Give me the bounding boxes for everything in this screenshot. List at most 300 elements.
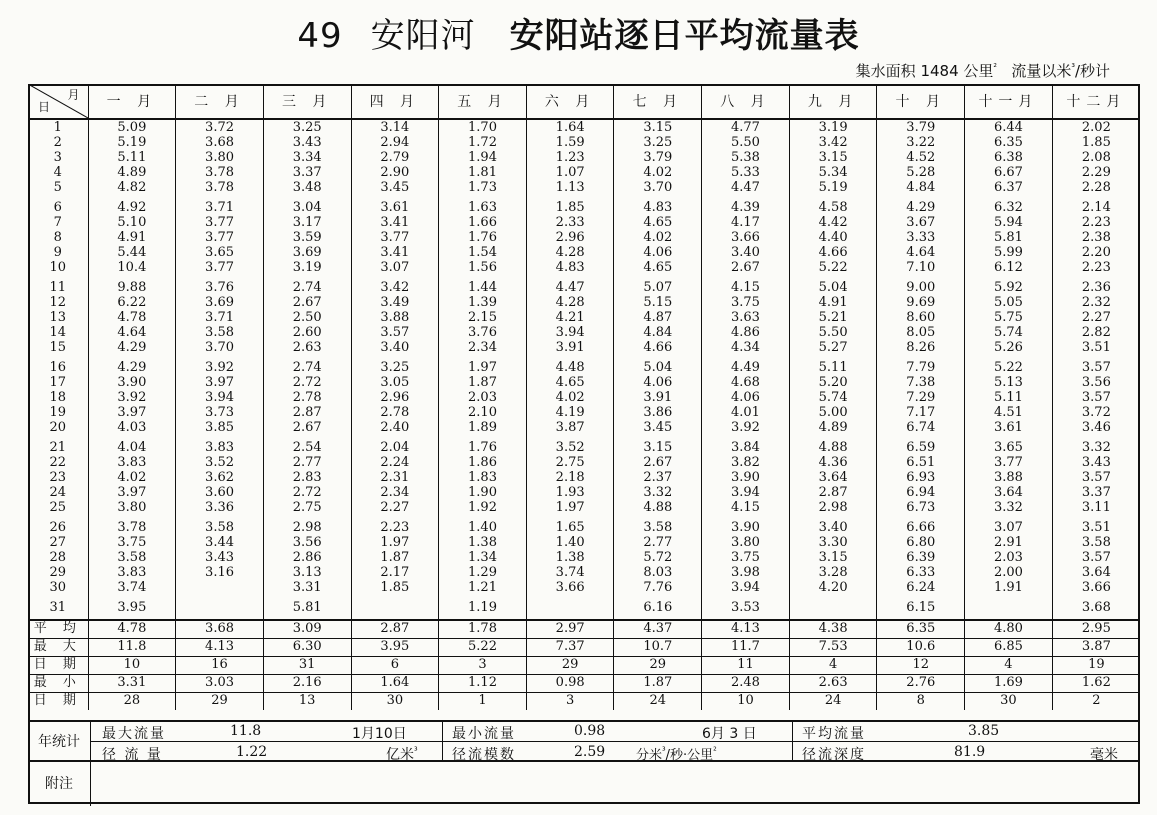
flow-value: 3.77 [176, 260, 264, 275]
table-row [28, 420, 1140, 435]
flow-value: 1.44 [439, 280, 527, 295]
stats-value: 29 [614, 657, 702, 675]
flow-value: 4.65 [614, 260, 702, 275]
notes-section [28, 760, 1140, 806]
day-number: 10 [49, 260, 67, 275]
stats-row [28, 620, 1140, 639]
table-row [28, 310, 1140, 325]
table-row [28, 440, 1140, 455]
flow-value: 3.98 [702, 565, 790, 580]
flow-value: 2.27 [351, 500, 439, 515]
flow-value: 2.29 [1052, 165, 1140, 180]
flow-value: 3.76 [176, 280, 264, 295]
runoff-label: 径 流 量 [102, 747, 163, 763]
day-number: 12 [49, 295, 67, 310]
stats-value: 24 [789, 693, 877, 711]
table-row [28, 565, 1140, 580]
stats-value: 2.16 [263, 675, 351, 693]
table-row [28, 535, 1140, 550]
flow-value: 1.97 [351, 535, 439, 550]
flow-value: 1.94 [439, 150, 527, 165]
day-number: 11 [49, 280, 67, 295]
flow-value: 3.52 [176, 455, 264, 470]
flow-value: 1.34 [439, 550, 527, 565]
flow-value: 1.76 [439, 230, 527, 245]
stats-value: 2.95 [1052, 620, 1140, 639]
flow-value: 3.16 [176, 565, 264, 580]
flow-value: 1.81 [439, 165, 527, 180]
stats-value: 7.37 [526, 639, 614, 657]
flow-value: 6.80 [877, 535, 965, 550]
flow-value: 3.11 [1052, 500, 1140, 515]
flow-value: 3.41 [351, 245, 439, 260]
flow-value: 1.13 [526, 180, 614, 195]
corner-month-label: 月 [67, 88, 80, 102]
flow-value: 3.97 [88, 405, 176, 420]
annual-row-2 [90, 742, 1140, 762]
flow-value [789, 600, 877, 615]
flow-value: 3.78 [176, 180, 264, 195]
flow-value: 6.74 [877, 420, 965, 435]
depth-unit: 毫米 [1090, 747, 1118, 763]
flow-value: 3.90 [702, 470, 790, 485]
month-header: 五 月 [439, 84, 527, 119]
flow-value: 1.07 [526, 165, 614, 180]
flow-value: 6.73 [877, 500, 965, 515]
flow-value: 3.43 [1052, 455, 1140, 470]
stats-row [28, 657, 1140, 675]
table-row [28, 500, 1140, 515]
flow-value: 5.94 [965, 215, 1053, 230]
flow-value: 1.93 [526, 485, 614, 500]
flow-value: 4.42 [789, 215, 877, 230]
flow-value: 5.13 [965, 375, 1053, 390]
flow-value: 3.51 [1052, 520, 1140, 535]
month-header: 三 月 [263, 84, 351, 119]
table-row [28, 455, 1140, 470]
flow-value: 3.37 [1052, 485, 1140, 500]
flow-value: 3.30 [789, 535, 877, 550]
flow-value: 4.29 [88, 360, 176, 375]
stats-value: 1.62 [1052, 675, 1140, 693]
flow-value: 3.92 [88, 390, 176, 405]
day-number: 19 [49, 405, 67, 420]
modulus-unit: 分米$^{^3}$/秒·公里$^{^2}$ [636, 746, 717, 763]
flow-value: 1.38 [439, 535, 527, 550]
stats-value: 7.53 [789, 639, 877, 657]
flow-value: 6.94 [877, 485, 965, 500]
month-header: 十二月 [1052, 84, 1140, 119]
flow-value: 3.67 [877, 215, 965, 230]
flow-value: 3.25 [614, 135, 702, 150]
notes-label: 附注 [28, 762, 91, 806]
flow-value: 4.02 [614, 230, 702, 245]
flow-value: 5.15 [614, 295, 702, 310]
flow-value: 3.57 [1052, 360, 1140, 375]
stats-value: 5.22 [439, 639, 527, 657]
stats-value: 4.38 [789, 620, 877, 639]
flow-value: 1.92 [439, 500, 527, 515]
flow-value: 9.88 [88, 280, 176, 295]
table-row [28, 215, 1140, 230]
flow-value: 2.38 [1052, 230, 1140, 245]
flow-value: 5.81 [965, 230, 1053, 245]
flow-value: 1.65 [526, 520, 614, 535]
flow-value: 7.76 [614, 580, 702, 595]
day-number: 14 [49, 325, 67, 340]
flow-value: 3.43 [263, 135, 351, 150]
table-row [28, 180, 1140, 195]
stats-value: 1.64 [351, 675, 439, 693]
day-number: 30 [49, 580, 67, 595]
flow-value: 2.98 [263, 520, 351, 535]
flow-value: 3.15 [789, 550, 877, 565]
flow-value: 4.92 [88, 200, 176, 215]
flow-value: 1.21 [439, 580, 527, 595]
flow-value: 4.68 [702, 375, 790, 390]
stats-value: 11 [702, 657, 790, 675]
flow-value: 3.42 [351, 280, 439, 295]
catchment-area: 集水面积 1484 公里$^{^2}$ [855, 62, 997, 80]
table-row [28, 405, 1140, 420]
day-number: 4 [53, 165, 62, 180]
flow-value: 5.22 [789, 260, 877, 275]
flow-unit: 流量以米$^{^3}$/秒计 [1011, 62, 1110, 80]
day-number: 17 [49, 375, 67, 390]
flow-value: 3.15 [614, 440, 702, 455]
flow-value: 5.26 [965, 340, 1053, 355]
depth-label: 径流深度 [802, 747, 866, 763]
flow-value: 5.50 [789, 325, 877, 340]
flow-value: 4.02 [88, 470, 176, 485]
flow-value: 3.61 [965, 420, 1053, 435]
day-number: 22 [49, 455, 67, 470]
stats-value: 2.48 [702, 675, 790, 693]
flow-value: 2.27 [1052, 310, 1140, 325]
flow-value: 2.32 [1052, 295, 1140, 310]
flow-value: 3.56 [1052, 375, 1140, 390]
flow-value: 3.94 [176, 390, 264, 405]
flow-value: 2.74 [263, 280, 351, 295]
table-row [28, 245, 1140, 260]
flow-value: 1.70 [439, 119, 527, 135]
flow-value: 3.25 [263, 119, 351, 135]
flow-value: 5.28 [877, 165, 965, 180]
flow-value: 3.65 [965, 440, 1053, 455]
flow-value: 3.87 [526, 420, 614, 435]
day-number: 27 [49, 535, 67, 550]
flow-value: 1.19 [439, 600, 527, 615]
stats-value: 4.37 [614, 620, 702, 639]
flow-value: 8.26 [877, 340, 965, 355]
stats-value: 1.69 [965, 675, 1053, 693]
flow-value: 3.64 [789, 470, 877, 485]
max-flow-label: 最大流量 [102, 726, 166, 742]
flow-value: 8.03 [614, 565, 702, 580]
flow-value: 3.94 [702, 580, 790, 595]
flow-value: 3.77 [176, 215, 264, 230]
flow-value: 3.53 [702, 600, 790, 615]
month-header: 九 月 [789, 84, 877, 119]
day-number: 3 [53, 150, 62, 165]
flow-value: 3.94 [702, 485, 790, 500]
flow-value: 2.28 [1052, 180, 1140, 195]
table-number: 49 [297, 16, 343, 56]
flow-value: 3.32 [965, 500, 1053, 515]
flow-value: 4.65 [526, 375, 614, 390]
flow-value: 4.78 [88, 310, 176, 325]
stats-value: 10 [88, 657, 176, 675]
flow-value: 3.74 [88, 580, 176, 595]
flow-value: 7.17 [877, 405, 965, 420]
flow-value: 5.74 [965, 325, 1053, 340]
flow-value: 7.10 [877, 260, 965, 275]
flow-value: 4.58 [789, 200, 877, 215]
stats-label: 日 期 [28, 693, 88, 711]
flow-value: 1.97 [439, 360, 527, 375]
stats-value: 19 [1052, 657, 1140, 675]
flow-value: 3.68 [1052, 600, 1140, 615]
page-title [0, 8, 1157, 57]
table-row [28, 325, 1140, 340]
flow-value: 3.57 [1052, 550, 1140, 565]
flow-value: 3.31 [263, 580, 351, 595]
flow-value: 1.23 [526, 150, 614, 165]
stats-row [28, 639, 1140, 657]
flow-value: 6.12 [965, 260, 1053, 275]
flow-value: 5.10 [88, 215, 176, 230]
flow-value: 4.28 [526, 245, 614, 260]
flow-value: 6.15 [877, 600, 965, 615]
annual-label: 年统计 [28, 722, 91, 762]
flow-value: 4.88 [614, 500, 702, 515]
flow-value: 5.27 [789, 340, 877, 355]
month-header: 八 月 [702, 84, 790, 119]
flow-value: 3.78 [176, 165, 264, 180]
flow-value: 3.14 [351, 119, 439, 135]
flow-value: 3.65 [176, 245, 264, 260]
flow-value: 3.68 [176, 135, 264, 150]
flow-value: 5.92 [965, 280, 1053, 295]
day-number: 25 [49, 500, 67, 515]
flow-value: 4.06 [702, 390, 790, 405]
flow-value: 3.57 [1052, 390, 1140, 405]
stats-label: 最 小 [28, 675, 88, 693]
flow-value: 2.82 [1052, 325, 1140, 340]
flow-value: 2.72 [263, 375, 351, 390]
flow-value: 3.77 [351, 230, 439, 245]
stats-value: 6.85 [965, 639, 1053, 657]
flow-value: 3.61 [351, 200, 439, 215]
flow-value: 3.19 [263, 260, 351, 275]
flow-value: 1.86 [439, 455, 527, 470]
stats-value: 2.87 [351, 620, 439, 639]
flow-value: 3.97 [88, 485, 176, 500]
flow-value: 3.28 [789, 565, 877, 580]
day-number: 1 [53, 120, 62, 135]
flow-value: 3.79 [614, 150, 702, 165]
stats-value: 31 [263, 657, 351, 675]
flow-value: 3.71 [176, 200, 264, 215]
flow-value: 3.91 [526, 340, 614, 355]
flow-value: 2.14 [1052, 200, 1140, 215]
flow-value: 5.72 [614, 550, 702, 565]
flow-value: 1.56 [439, 260, 527, 275]
subtitle [0, 60, 1110, 81]
stats-row [28, 675, 1140, 693]
flow-value: 5.50 [702, 135, 790, 150]
stats-value: 3.95 [351, 639, 439, 657]
flow-value: 3.19 [789, 119, 877, 135]
stats-value: 10 [702, 693, 790, 711]
flow-value: 3.94 [526, 325, 614, 340]
flow-value: 3.73 [176, 405, 264, 420]
flow-value: 3.22 [877, 135, 965, 150]
flow-value: 2.77 [614, 535, 702, 550]
flow-value: 4.84 [877, 180, 965, 195]
flow-value: 3.57 [351, 325, 439, 340]
flow-value: 4.66 [789, 245, 877, 260]
flow-value: 2.23 [351, 520, 439, 535]
stats-value: 8 [877, 693, 965, 711]
flow-value: 3.58 [176, 325, 264, 340]
flow-value [351, 600, 439, 615]
flow-value: 6.22 [88, 295, 176, 310]
flow-value: 3.92 [702, 420, 790, 435]
flow-value: 3.07 [351, 260, 439, 275]
flow-value: 2.79 [351, 150, 439, 165]
flow-value: 3.32 [1052, 440, 1140, 455]
flow-value: 6.16 [614, 600, 702, 615]
flow-value: 4.91 [789, 295, 877, 310]
flow-value: 4.52 [877, 150, 965, 165]
stats-row [28, 693, 1140, 711]
flow-value: 2.15 [439, 310, 527, 325]
flow-value: 3.77 [965, 455, 1053, 470]
flow-value: 5.04 [614, 360, 702, 375]
flow-value: 2.23 [1052, 215, 1140, 230]
month-header: 二 月 [176, 84, 264, 119]
flow-value: 2.37 [614, 470, 702, 485]
stats-value: 4.80 [965, 620, 1053, 639]
flow-value: 3.58 [88, 550, 176, 565]
flow-value: 3.80 [702, 535, 790, 550]
flow-value: 2.87 [789, 485, 877, 500]
flow-value: 8.05 [877, 325, 965, 340]
flow-value: 4.64 [877, 245, 965, 260]
flow-value: 1.59 [526, 135, 614, 150]
flow-value: 4.34 [702, 340, 790, 355]
flow-value: 2.86 [263, 550, 351, 565]
stats-value: 0.98 [526, 675, 614, 693]
day-number: 31 [49, 600, 67, 615]
table-row [28, 550, 1140, 565]
flow-value: 1.87 [351, 550, 439, 565]
flow-value: 6.32 [965, 200, 1053, 215]
flow-value: 1.40 [526, 535, 614, 550]
flow-value: 3.70 [614, 180, 702, 195]
flow-value: 3.44 [176, 535, 264, 550]
flow-value: 3.97 [176, 375, 264, 390]
stats-value: 11.7 [702, 639, 790, 657]
flow-value: 6.37 [965, 180, 1053, 195]
stats-value: 30 [351, 693, 439, 711]
flow-value: 2.34 [351, 485, 439, 500]
flow-value: 1.29 [439, 565, 527, 580]
runoff-value: 1.22 [236, 744, 268, 760]
flow-value: 3.84 [702, 440, 790, 455]
flow-value: 3.78 [88, 520, 176, 535]
stats-value: 4.13 [702, 620, 790, 639]
flow-value: 3.72 [1052, 405, 1140, 420]
flow-value: 2.78 [263, 390, 351, 405]
stats-value: 3 [439, 657, 527, 675]
stats-value: 6.30 [263, 639, 351, 657]
table-row [28, 150, 1140, 165]
flow-value: 3.69 [263, 245, 351, 260]
flow-value: 3.66 [1052, 580, 1140, 595]
month-header: 一 月 [88, 84, 176, 119]
flow-value: 3.59 [263, 230, 351, 245]
flow-value: 2.96 [526, 230, 614, 245]
stats-value: 3.87 [1052, 639, 1140, 657]
flow-value: 4.66 [614, 340, 702, 355]
table-row [28, 340, 1140, 355]
flow-value: 4.19 [526, 405, 614, 420]
flow-value: 2.54 [263, 440, 351, 455]
flow-value: 3.33 [877, 230, 965, 245]
flow-value: 4.17 [702, 215, 790, 230]
flow-value: 3.91 [614, 390, 702, 405]
stats-value: 28 [88, 693, 176, 711]
flow-value: 2.34 [439, 340, 527, 355]
stats-value: 3.09 [263, 620, 351, 639]
day-number: 21 [49, 440, 67, 455]
stats-value: 1 [439, 693, 527, 711]
flow-value: 1.76 [439, 440, 527, 455]
flow-value: 4.20 [789, 580, 877, 595]
stats-value: 29 [526, 657, 614, 675]
min-flow-label: 最小流量 [452, 726, 516, 742]
max-flow-date: 1月10日 [352, 726, 407, 742]
flow-value: 10.4 [88, 260, 176, 275]
annual-statistics [28, 720, 1140, 762]
flow-value: 4.04 [88, 440, 176, 455]
flow-value: 2.50 [263, 310, 351, 325]
table-row [28, 165, 1140, 180]
flow-value: 3.75 [702, 295, 790, 310]
flow-value: 4.39 [702, 200, 790, 215]
flow-value: 5.44 [88, 245, 176, 260]
flow-value: 3.57 [1052, 470, 1140, 485]
flow-value: 4.06 [614, 375, 702, 390]
flow-value: 7.29 [877, 390, 965, 405]
flow-value: 3.70 [176, 340, 264, 355]
flow-value: 4.82 [88, 180, 176, 195]
day-number: 9 [53, 245, 62, 260]
flow-value: 2.75 [526, 455, 614, 470]
flow-value: 6.59 [877, 440, 965, 455]
flow-value: 3.66 [702, 230, 790, 245]
flow-value: 4.06 [614, 245, 702, 260]
flow-value: 3.34 [263, 150, 351, 165]
flow-value: 5.99 [965, 245, 1053, 260]
flow-value: 1.63 [439, 200, 527, 215]
flow-value: 1.87 [439, 375, 527, 390]
flow-value: 3.41 [351, 215, 439, 230]
month-header: 十 月 [877, 84, 965, 119]
day-number: 29 [49, 565, 67, 580]
